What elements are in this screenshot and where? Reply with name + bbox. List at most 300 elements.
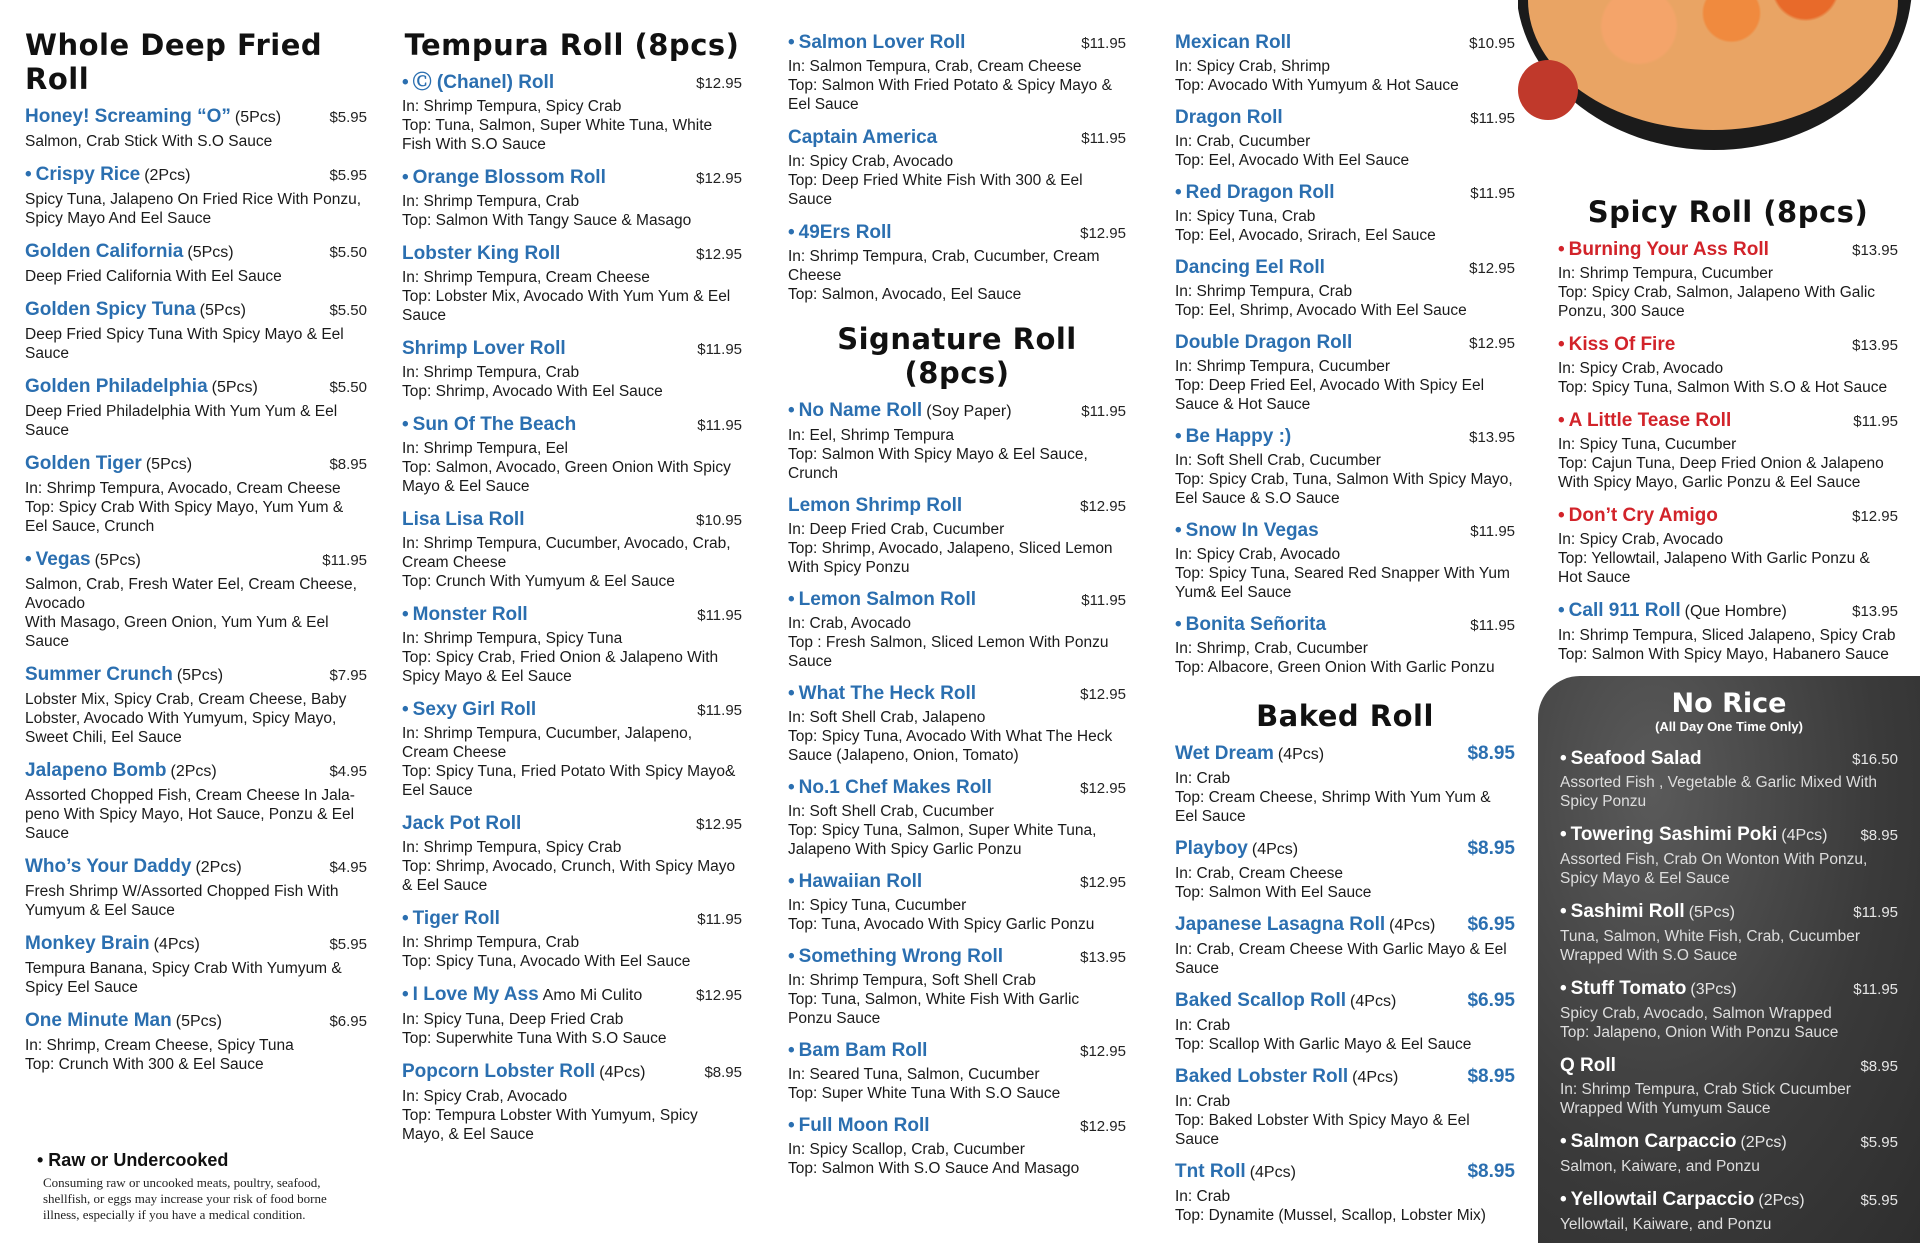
menu-item-price: $5.95 bbox=[1860, 1134, 1898, 1151]
menu-item-description bbox=[1175, 545, 1515, 602]
menu-item-title: One Minute Man bbox=[25, 1010, 172, 1031]
description-line: Top: Spicy Tuna, Salmon With S.O & Hot Sauce bbox=[1558, 379, 1888, 396]
menu-item-header bbox=[25, 933, 367, 956]
menu-item-title: Bonita Señorita bbox=[1185, 614, 1327, 635]
section-title-baked: Baked Roll bbox=[1256, 699, 1434, 733]
menu-item-portion: (4Pcs) bbox=[1781, 827, 1828, 844]
menu-item-title: Vegas bbox=[35, 549, 91, 570]
description-line: Top: Crunch With Yumyum & Eel Sauce bbox=[402, 573, 675, 590]
menu-item bbox=[788, 871, 1126, 934]
menu-item-description bbox=[402, 363, 742, 401]
menu-item-price: $16.50 bbox=[1852, 751, 1898, 768]
menu-item-header bbox=[402, 243, 742, 265]
menu-item-price: $11.95 bbox=[697, 341, 742, 358]
menu-item-description bbox=[788, 1140, 1126, 1178]
menu-item bbox=[25, 664, 367, 747]
menu-item bbox=[1560, 901, 1898, 965]
menu-item-price: $6.95 bbox=[329, 1013, 367, 1030]
menu-item-description bbox=[788, 896, 1126, 934]
bullet-icon: • bbox=[788, 777, 795, 798]
description-line: In: Crab bbox=[1175, 1188, 1231, 1205]
menu-item-description bbox=[1558, 359, 1898, 397]
menu-item-title: Playboy bbox=[1175, 838, 1248, 859]
description-line: Top: Spicy Tuna, Fried Potato With Spicy Mayo& Eel Sauce bbox=[402, 763, 736, 799]
menu-item-portion: (5Pcs) bbox=[145, 456, 193, 473]
menu-item-header bbox=[1175, 107, 1515, 129]
menu-item-header bbox=[402, 699, 742, 721]
menu-item bbox=[25, 164, 367, 228]
menu-item-header bbox=[1175, 426, 1515, 448]
signature-column bbox=[788, 32, 1126, 1190]
menu-item-description bbox=[1560, 1080, 1898, 1118]
bullet-icon: • bbox=[1560, 748, 1567, 769]
menu-item bbox=[25, 856, 367, 920]
menu-item-price: $11.95 bbox=[1470, 110, 1515, 127]
menu-item bbox=[788, 1040, 1126, 1103]
bullet-icon: • bbox=[788, 32, 795, 53]
menu-item-price: $8.95 bbox=[329, 456, 367, 473]
menu-item-price: $12.95 bbox=[1080, 686, 1126, 703]
description-line: In: Shrimp Tempura, Crab, Cucumber, Cream Cheese bbox=[788, 248, 1100, 284]
description-line: In: Shrimp Tempura, Spicy Crab bbox=[402, 839, 622, 856]
menu-item-portion: (3Pcs) bbox=[1690, 981, 1737, 998]
menu-item-price: $12.95 bbox=[1080, 780, 1126, 797]
bullet-icon: • bbox=[1558, 334, 1565, 355]
menu-item-portion: (2Pcs) bbox=[1758, 1192, 1805, 1209]
menu-item-price: $11.95 bbox=[697, 607, 742, 624]
no-rice-subtitle: (All Day One Time Only) bbox=[1655, 719, 1803, 734]
menu-item-price: $8.95 bbox=[1467, 1066, 1515, 1087]
bullet-icon: • bbox=[402, 984, 409, 1005]
menu-item-description bbox=[1175, 864, 1515, 902]
menu-item-price: $11.95 bbox=[1081, 592, 1126, 609]
bullet-icon: • bbox=[788, 946, 795, 967]
menu-item-name bbox=[1175, 32, 1291, 54]
menu-item bbox=[25, 453, 367, 536]
menu-item-name bbox=[1560, 824, 1827, 847]
menu-item-title: Kiss Of Fire bbox=[1568, 334, 1676, 355]
menu-item-name bbox=[788, 1115, 930, 1137]
menu-item-description bbox=[25, 786, 367, 843]
description-line: Top: Salmon, Avocado, Eel Sauce bbox=[788, 286, 1022, 303]
menu-item-header bbox=[1560, 901, 1898, 924]
description-line: In: Shrimp Tempura, Spicy Tuna bbox=[402, 630, 623, 647]
menu-item-name bbox=[402, 414, 576, 436]
menu-item-description bbox=[402, 1087, 742, 1144]
menu-item-header bbox=[402, 338, 742, 360]
description-line: In: Shrimp Tempura, Crab bbox=[402, 193, 580, 210]
menu-item-portion: (4Pcs) bbox=[1389, 917, 1436, 934]
description-line: Top: Jalapeno, Onion With Ponzu Sauce bbox=[1560, 1024, 1839, 1041]
menu-item-header bbox=[25, 549, 367, 572]
menu-item bbox=[402, 509, 742, 591]
menu-item-portion: (5Pcs) bbox=[175, 1013, 222, 1030]
menu-item-description bbox=[25, 882, 367, 920]
menu-item-description bbox=[402, 97, 742, 154]
menu-item-title: Snow In Vegas bbox=[1185, 520, 1319, 541]
bullet-icon: • bbox=[1175, 426, 1182, 447]
menu-item-name bbox=[788, 32, 965, 54]
menu-item-name bbox=[1175, 107, 1283, 129]
description-line: Top: Spicy Crab, Salmon, Jalapeno With Galic Ponzu, 300 Sauce bbox=[1558, 284, 1876, 320]
menu-item-description bbox=[402, 838, 742, 895]
menu-item-title: Full Moon Roll bbox=[798, 1115, 930, 1136]
menu-item-description bbox=[402, 192, 742, 230]
menu-item-description bbox=[25, 575, 367, 651]
description-line: In: Spicy Tuna, Crab bbox=[1175, 208, 1316, 225]
description-line: In: Soft Shell Crab, Cucumber bbox=[788, 803, 994, 820]
menu-item-name bbox=[402, 1061, 645, 1084]
menu-item-title: Salmon Lover Roll bbox=[798, 32, 966, 53]
menu-item bbox=[402, 908, 742, 971]
menu-item-price: $5.50 bbox=[329, 302, 367, 319]
menu-item-title: Crispy Rice bbox=[35, 164, 141, 185]
description-line: Top: Spicy Crab With Spicy Mayo, Yum Yum & Eel Sauce, Crunch bbox=[25, 499, 344, 535]
menu-list-tempura bbox=[402, 72, 742, 1144]
menu-item-description bbox=[788, 614, 1126, 671]
menu-item-title: What The Heck Roll bbox=[798, 683, 977, 704]
bullet-icon: • bbox=[1558, 239, 1565, 260]
menu-item bbox=[1558, 600, 1898, 664]
menu-item-description bbox=[1175, 451, 1515, 508]
menu-item-header bbox=[788, 777, 1126, 799]
menu-item-name bbox=[788, 495, 962, 517]
menu-item-portion: (5Pcs) bbox=[234, 109, 282, 126]
menu-item-price: $13.95 bbox=[1852, 603, 1898, 620]
description-line: In: Shrimp, Crab, Cucumber bbox=[1175, 640, 1368, 657]
menu-item-portion: (4Pcs) bbox=[599, 1064, 646, 1081]
menu-item bbox=[788, 946, 1126, 1028]
menu-item-name bbox=[1175, 838, 1298, 861]
menu-item-title: Jalapeno Bomb bbox=[25, 760, 167, 781]
description-line: Top: Tuna, Salmon, Super White Tuna, White Fish With S.O Sauce bbox=[402, 117, 713, 153]
menu-item-name bbox=[1558, 239, 1769, 261]
menu-list-whole-deep-fried bbox=[25, 106, 367, 1074]
menu-item-name bbox=[788, 127, 937, 149]
menu-item-price: $12.95 bbox=[696, 246, 742, 263]
menu-item-name bbox=[1175, 332, 1352, 354]
menu-item-title: Orange Blossom Roll bbox=[412, 167, 606, 188]
menu-item-portion: (Soy Paper) bbox=[926, 403, 1012, 420]
menu-item-description bbox=[1558, 530, 1898, 587]
menu-item-description bbox=[788, 57, 1126, 114]
menu-item-title: Yellowtail Carpaccio bbox=[1570, 1189, 1755, 1210]
menu-item-description bbox=[1175, 282, 1515, 320]
description-line: In: Crab bbox=[1175, 770, 1231, 787]
menu-item-price: $10.95 bbox=[1469, 35, 1515, 52]
sushi-plate-photo bbox=[1518, 0, 1920, 185]
menu-item-name bbox=[1560, 978, 1737, 1001]
description-line: Top: Tuna, Salmon, White Fish With Garlic Ponzu Sauce bbox=[788, 991, 1080, 1027]
menu-item-price: $11.95 bbox=[1470, 185, 1515, 202]
section-title-signature: Signature Roll (8pcs) bbox=[837, 322, 1077, 390]
menu-item-name bbox=[25, 453, 192, 476]
bullet-icon: • bbox=[1175, 182, 1182, 203]
menu-item-title: Golden California bbox=[25, 241, 184, 262]
menu-item-description bbox=[25, 1036, 367, 1074]
bullet-icon: • bbox=[788, 589, 795, 610]
description-line: Top: Shrimp, Avocado, Crunch, With Spicy Mayo & Eel Sauce bbox=[402, 858, 736, 894]
menu-item-header bbox=[1175, 743, 1515, 766]
menu-item-price: $12.95 bbox=[696, 987, 742, 1004]
menu-item-price: $13.95 bbox=[1852, 337, 1898, 354]
menu-item bbox=[788, 400, 1126, 483]
menu-item-header bbox=[402, 813, 742, 835]
description-line: Top: Salmon With Tangy Sauce & Masago bbox=[402, 212, 692, 229]
menu-item-portion: (4Pcs) bbox=[1277, 746, 1325, 763]
description-line: Top: Crunch With 300 & Eel Sauce bbox=[25, 1056, 264, 1073]
menu-item-description bbox=[788, 802, 1126, 859]
menu-item bbox=[1560, 824, 1898, 888]
description-line: Top: Shrimp, Avocado With Eel Sauce bbox=[402, 383, 663, 400]
menu-item-header bbox=[1175, 990, 1515, 1013]
description-line: In: Shrimp Tempura, Crab Stick Cucumber Wrapped With Yumyum Sauce bbox=[1560, 1081, 1851, 1117]
bullet-icon: • bbox=[788, 1040, 795, 1061]
description-line: In: Spicy Tuna, Deep Fried Crab bbox=[402, 1011, 624, 1028]
bullet-icon: • bbox=[25, 549, 32, 570]
menu-item-name bbox=[1175, 520, 1319, 542]
description-line: Top: Deep Fried Eel, Avocado With Spicy Eel Sauce & Hot Sauce bbox=[1175, 377, 1485, 413]
tempura-column bbox=[402, 28, 742, 1157]
description-line: In: Spicy Crab, Avocado bbox=[788, 153, 954, 170]
menu-item bbox=[1558, 505, 1898, 587]
bullet-icon: • bbox=[402, 699, 409, 720]
description-line: Top: Tempura Lobster With Yumyum, Spicy Mayo, & Eel Sauce bbox=[402, 1107, 698, 1143]
description-line: Yellowtail, Kaiware, and Ponzu bbox=[1560, 1216, 1772, 1233]
menu-item-title: Shrimp Lover Roll bbox=[402, 338, 566, 359]
menu-item bbox=[25, 241, 367, 286]
menu-item-portion: (2Pcs) bbox=[144, 167, 191, 184]
menu-list-no-rice bbox=[1560, 748, 1898, 1234]
menu-item-description bbox=[788, 520, 1126, 577]
menu-list-spicy bbox=[1558, 239, 1898, 664]
dragon-baked-column bbox=[1175, 32, 1515, 1237]
description-line: In: Crab, Cucumber bbox=[1175, 133, 1311, 150]
menu-item-header bbox=[1175, 32, 1515, 54]
menu-list-col3-top bbox=[788, 32, 1126, 304]
menu-item-price: $8.95 bbox=[1860, 827, 1898, 844]
bullet-icon: • bbox=[1560, 824, 1567, 845]
menu-item-description bbox=[1560, 773, 1898, 811]
description-line: Top: Salmon With Spicy Mayo & Eel Sauce, Crunch bbox=[788, 446, 1088, 482]
menu-item-portion: (4Pcs) bbox=[153, 936, 200, 953]
section-title-tempura: Tempura Roll (8pcs) bbox=[404, 28, 740, 62]
menu-item-description bbox=[25, 190, 367, 228]
menu-item-portion: (4Pcs) bbox=[1352, 1069, 1399, 1086]
menu-item-name bbox=[788, 1040, 927, 1062]
menu-item-description bbox=[1560, 1157, 1898, 1176]
menu-item bbox=[1558, 410, 1898, 492]
menu-item bbox=[1175, 182, 1515, 245]
menu-item-name bbox=[402, 509, 524, 531]
menu-item bbox=[25, 760, 367, 843]
menu-item-price: $12.95 bbox=[1852, 508, 1898, 525]
menu-item-name bbox=[1175, 914, 1435, 937]
bullet-icon: • bbox=[1175, 614, 1182, 635]
menu-item-title: Lemon Salmon Roll bbox=[798, 589, 977, 610]
menu-item-portion: (5Pcs) bbox=[1688, 904, 1735, 921]
menu-item-title: Monkey Brain bbox=[25, 933, 150, 954]
description-line: Assorted Chopped Fish, Cream Cheese In Jala-peno With Spicy Mayo, Hot Sauce, Ponzu & Eel Sauce bbox=[25, 787, 355, 842]
menu-item-name bbox=[402, 908, 500, 930]
menu-item-name bbox=[1558, 410, 1731, 432]
menu-item bbox=[788, 32, 1126, 114]
menu-item-name bbox=[25, 376, 258, 399]
menu-item-name bbox=[788, 222, 892, 244]
menu-item bbox=[25, 299, 367, 363]
menu-item-price: $12.95 bbox=[696, 170, 742, 187]
description-line: In: Spicy Crab, Avocado bbox=[1558, 531, 1724, 548]
menu-item-name bbox=[1175, 743, 1324, 766]
description-line: Assorted Fish, Crab On Wonton With Ponzu, Spicy Mayo & Eel Sauce bbox=[1560, 851, 1868, 887]
description-line: Top: Eel, Avocado, Srirach, Eel Sauce bbox=[1175, 227, 1436, 244]
bullet-icon: • bbox=[1560, 978, 1567, 999]
menu-item-price: $11.95 bbox=[1081, 130, 1126, 147]
menu-item-title: Captain America bbox=[788, 127, 938, 148]
menu-item-price: $5.50 bbox=[329, 244, 367, 261]
description-line: Fresh Shrimp W/Assorted Chopped Fish With Yumyum & Eel Sauce bbox=[25, 883, 339, 919]
description-line: Tempura Banana, Spicy Crab With Yumyum & Spicy Eel Sauce bbox=[25, 960, 342, 996]
menu-item-price: $11.95 bbox=[1853, 413, 1898, 430]
description-line: Top: Spicy Crab, Tuna, Salmon With Spicy Mayo, Eel Sauce & S.O Sauce bbox=[1175, 471, 1513, 507]
menu-item-description bbox=[25, 325, 367, 363]
menu-item-name bbox=[25, 164, 190, 187]
menu-item-description bbox=[402, 439, 742, 496]
description-line: In: Spicy Crab, Avocado bbox=[1558, 360, 1724, 377]
raw-warning-title: • Raw or Undercooked bbox=[37, 1150, 229, 1170]
menu-item-portion: (2Pcs) bbox=[170, 763, 217, 780]
menu-item bbox=[25, 106, 367, 151]
menu-item-header bbox=[25, 376, 367, 399]
menu-item-description bbox=[788, 708, 1126, 765]
menu-item-name bbox=[1560, 901, 1735, 924]
menu-item bbox=[1175, 520, 1515, 602]
menu-item bbox=[1175, 990, 1515, 1054]
menu-item-description bbox=[402, 724, 742, 800]
menu-item-portion: (4Pcs) bbox=[1251, 841, 1299, 858]
menu-item-header bbox=[402, 984, 742, 1007]
menu-item-price: $5.95 bbox=[329, 167, 367, 184]
description-line: In: Spicy Scallop, Crab, Cucumber bbox=[788, 1141, 1025, 1158]
description-line: Top: Cream Cheese, Shrimp With Yum Yum & Eel Sauce bbox=[1175, 789, 1491, 825]
menu-item-description bbox=[402, 534, 742, 591]
menu-item-title: A Little Tease Roll bbox=[1568, 410, 1732, 431]
description-line: In: Crab bbox=[1175, 1017, 1231, 1034]
menu-item-portion: (4Pcs) bbox=[1249, 1164, 1296, 1181]
menu-item-title: Q Roll bbox=[1560, 1055, 1616, 1076]
description-line: In: Eel, Shrimp Tempura bbox=[788, 427, 954, 444]
bullet-icon: • bbox=[1175, 520, 1182, 541]
menu-item bbox=[1175, 1066, 1515, 1149]
bullet-icon: • bbox=[402, 604, 409, 625]
menu-item-title: Lobster King Roll bbox=[402, 243, 561, 264]
menu-item-header bbox=[788, 1040, 1126, 1062]
menu-list-col4-top bbox=[1175, 32, 1515, 677]
menu-item-price: $5.50 bbox=[329, 379, 367, 396]
description-line: Top: Dynamite (Mussel, Scallop, Lobster Mix) bbox=[1175, 1207, 1486, 1224]
menu-item bbox=[788, 127, 1126, 209]
bullet-icon: • bbox=[1560, 901, 1567, 922]
menu-item bbox=[402, 699, 742, 800]
menu-item-name bbox=[788, 589, 976, 611]
menu-item-description bbox=[788, 152, 1126, 209]
menu-item-description bbox=[1560, 1004, 1898, 1042]
menu-item-title: Mexican Roll bbox=[1175, 32, 1292, 53]
menu-item-portion: (2Pcs) bbox=[1740, 1134, 1787, 1151]
menu-item-price: $10.95 bbox=[696, 512, 742, 529]
menu-item-description bbox=[1175, 769, 1515, 826]
menu-item-name bbox=[1560, 1055, 1616, 1077]
menu-item-header bbox=[788, 871, 1126, 893]
menu-item-name bbox=[25, 241, 234, 264]
description-line: In: Shrimp Tempura, Cucumber, Jalapeno, Cream Cheese bbox=[402, 725, 693, 761]
menu-item-name bbox=[402, 167, 606, 189]
menu-item bbox=[402, 167, 742, 230]
menu-item bbox=[1175, 426, 1515, 508]
menu-item-title: Tiger Roll bbox=[412, 908, 500, 929]
menu-item bbox=[1560, 1131, 1898, 1176]
menu-item-title: Towering Sashimi Poki bbox=[1570, 824, 1778, 845]
menu-item-title: I Love My Ass bbox=[412, 984, 539, 1005]
menu-item-description bbox=[788, 1065, 1126, 1103]
bullet-icon: • bbox=[1558, 600, 1565, 621]
description-line: Top: Salmon With Spicy Mayo, Habanero Sauce bbox=[1558, 646, 1889, 663]
menu-item-title: No Name Roll bbox=[798, 400, 923, 421]
description-line: In: Shrimp Tempura, Spicy Crab bbox=[402, 98, 622, 115]
menu-item-price: $11.95 bbox=[1853, 904, 1898, 921]
menu-item bbox=[402, 813, 742, 895]
menu-item bbox=[25, 1010, 367, 1074]
menu-item-price: $8.95 bbox=[1860, 1058, 1898, 1075]
bullet-icon: • bbox=[402, 167, 409, 188]
menu-item-description bbox=[1175, 1016, 1515, 1054]
description-line: Deep Fried Spicy Tuna With Spicy Mayo & Eel Sauce bbox=[25, 326, 344, 362]
menu-item-header bbox=[1558, 600, 1898, 623]
menu-item-price: $11.95 bbox=[1470, 617, 1515, 634]
menu-item-header bbox=[1558, 410, 1898, 432]
menu-item-price: $13.95 bbox=[1852, 242, 1898, 259]
menu-item-header bbox=[25, 106, 367, 129]
menu-item-title: Honey! Screaming “O” bbox=[25, 106, 231, 127]
menu-item bbox=[25, 376, 367, 440]
menu-item-portion: (5Pcs) bbox=[199, 302, 246, 319]
menu-item-price: $8.95 bbox=[1467, 743, 1515, 764]
menu-item-header bbox=[25, 241, 367, 264]
menu-item-price: $6.95 bbox=[1467, 990, 1515, 1011]
menu-item-name bbox=[402, 604, 528, 626]
description-line: Salmon, Crab, Fresh Water Eel, Cream Cheese, Avocado bbox=[25, 576, 357, 612]
menu-item-name bbox=[788, 683, 976, 705]
description-line: In: Spicy Tuna, Cucumber bbox=[1558, 436, 1737, 453]
description-line: With Masago, Green Onion, Yum Yum & Eel Sauce bbox=[25, 614, 329, 650]
menu-item-name bbox=[402, 699, 536, 721]
description-line: Deep Fried California With Eel Sauce bbox=[25, 268, 282, 285]
menu-item-price: $11.95 bbox=[1853, 981, 1898, 998]
description-line: Spicy Tuna, Jalapeno On Fried Rice With Ponzu, Spicy Mayo And Eel Sauce bbox=[25, 191, 361, 227]
menu-item bbox=[1560, 1189, 1898, 1234]
menu-item-header bbox=[402, 604, 742, 626]
menu-item-description bbox=[25, 690, 367, 747]
menu-item-description bbox=[25, 402, 367, 440]
menu-item-header bbox=[402, 1061, 742, 1084]
menu-item-header bbox=[788, 589, 1126, 611]
menu-item-title: Don’t Cry Amigo bbox=[1568, 505, 1718, 526]
description-line: Top: Salmon With Eel Sauce bbox=[1175, 884, 1372, 901]
description-line: Salmon, Crab Stick With S.O Sauce bbox=[25, 133, 273, 150]
description-line: In: Salmon Tempura, Crab, Cream Cheese bbox=[788, 58, 1082, 75]
menu-item-name bbox=[1175, 990, 1396, 1013]
menu-item-price: $11.95 bbox=[1470, 523, 1515, 540]
